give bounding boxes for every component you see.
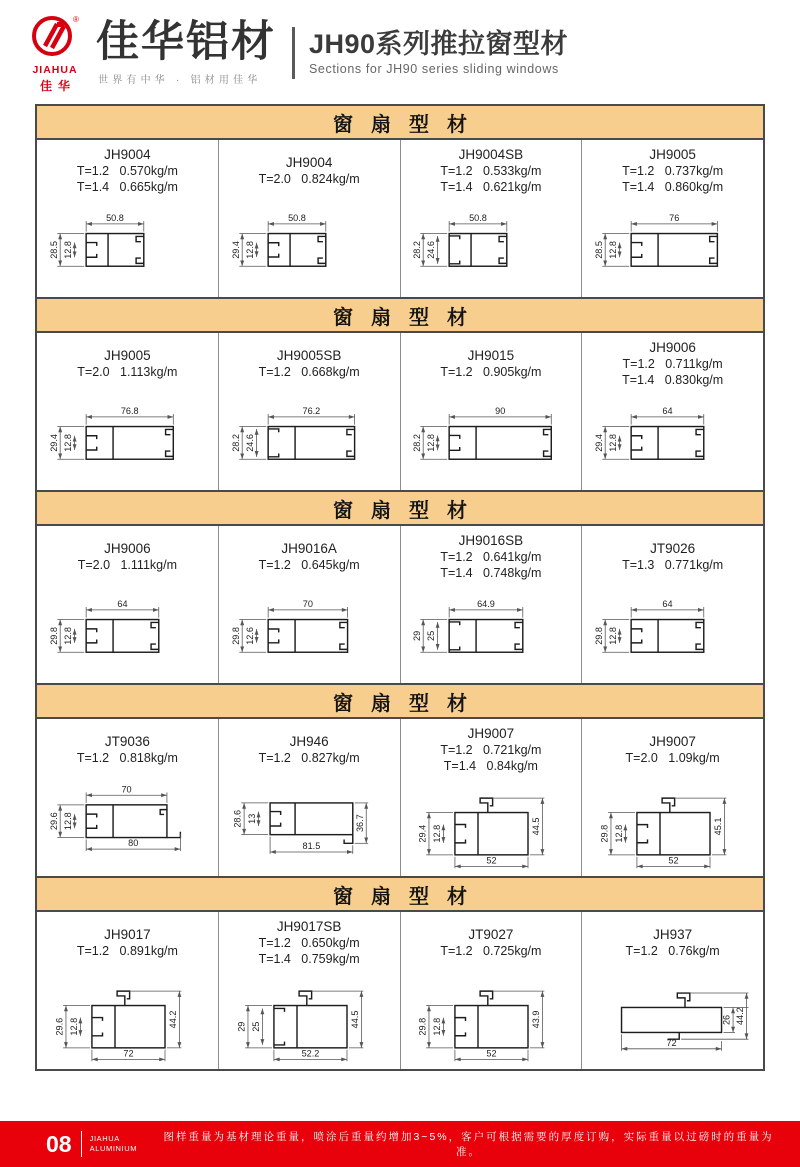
profile-code: JT9027	[468, 926, 514, 942]
profile-info	[622, 140, 723, 196]
profile-info	[78, 526, 177, 582]
svg-text:64.9: 64.9	[477, 598, 496, 609]
profile-spec: T=1.2 0.668kg/m	[258, 364, 360, 379]
catalog	[35, 104, 765, 1071]
profile-spec: T=1.2 0.533kg/m	[440, 163, 542, 178]
profile-info	[259, 333, 360, 389]
profile-code: JT9036	[104, 733, 150, 749]
footer-divider	[81, 1131, 82, 1157]
profile-drawing	[582, 775, 763, 876]
profile-spec: T=1.4 0.759kg/m	[258, 951, 360, 966]
svg-text:50.8: 50.8	[287, 212, 306, 223]
svg-text:12.8: 12.8	[68, 1017, 79, 1036]
profile-info	[77, 912, 178, 968]
profile-info	[440, 140, 541, 196]
profile-cell	[37, 912, 218, 1069]
page-title: JH90系列推拉窗型材	[309, 28, 569, 59]
profile-spec: T=1.2 0.76kg/m	[625, 943, 720, 958]
footer-brand	[90, 1134, 138, 1154]
profile-drawing	[37, 389, 218, 490]
section-cells	[37, 912, 763, 1069]
profile-spec: T=1.2 0.737kg/m	[622, 163, 724, 178]
svg-text:76: 76	[669, 212, 680, 223]
profile-spec: T=2.0 0.824kg/m	[258, 171, 360, 186]
svg-text:28.5: 28.5	[48, 240, 59, 259]
profile-spec: T=1.2 0.641kg/m	[440, 549, 542, 564]
svg-text:13: 13	[246, 813, 257, 824]
svg-text:12.8: 12.8	[432, 1017, 443, 1036]
profile-spec: T=1.2 0.650kg/m	[258, 935, 360, 950]
svg-text:29.8: 29.8	[593, 626, 604, 645]
profile-code: JH937	[653, 926, 693, 942]
profile-info	[622, 333, 723, 389]
svg-text:50.8: 50.8	[469, 212, 488, 223]
svg-text:52: 52	[486, 1048, 497, 1058]
profile-info	[259, 526, 360, 582]
svg-text:44.2: 44.2	[167, 1010, 178, 1028]
section-title: 窗扇型材	[333, 885, 485, 908]
profile-spec: T=1.3 0.771kg/m	[622, 557, 724, 572]
profile-cell	[400, 526, 582, 683]
profile-spec: T=1.2 0.711kg/m	[622, 356, 723, 371]
profile-drawing	[401, 389, 582, 490]
profile-cell	[400, 719, 582, 876]
svg-text:29.8: 29.8	[417, 1017, 428, 1036]
profile-code: JH9005SB	[276, 347, 342, 363]
svg-text:28.2: 28.2	[412, 240, 423, 259]
profile-section	[37, 490, 763, 683]
svg-text:70: 70	[121, 783, 132, 794]
svg-text:12.8: 12.8	[608, 240, 619, 259]
section-title: 窗扇型材	[333, 692, 485, 715]
profile-spec: T=1.2 0.645kg/m	[258, 557, 360, 572]
profile-code: JH9016SB	[458, 532, 524, 548]
profile-spec: T=1.4 0.830kg/m	[622, 372, 724, 387]
svg-text:12.8: 12.8	[63, 240, 74, 259]
svg-text:72: 72	[123, 1048, 134, 1058]
profile-spec: T=1.2 0.570kg/m	[76, 163, 178, 178]
profile-drawing	[401, 196, 582, 297]
svg-text:12.8: 12.8	[608, 433, 619, 452]
profile-drawing	[401, 775, 582, 876]
svg-text:29.6: 29.6	[48, 811, 59, 830]
svg-text:12.8: 12.8	[608, 626, 619, 645]
profile-info	[77, 719, 178, 775]
profile-cell	[218, 719, 400, 876]
svg-text:25: 25	[250, 1021, 261, 1032]
svg-text:24.6: 24.6	[426, 240, 437, 259]
profile-info	[622, 526, 723, 582]
profile-drawing	[401, 582, 582, 683]
profile-drawing	[219, 389, 400, 490]
svg-text:44.5: 44.5	[531, 817, 542, 835]
header-divider	[292, 27, 295, 79]
profile-drawing	[219, 968, 400, 1069]
company-block	[96, 20, 276, 85]
svg-text:44.5: 44.5	[349, 1010, 360, 1028]
profile-info	[77, 333, 177, 389]
svg-text:25: 25	[426, 630, 437, 641]
registered-mark: ®	[73, 14, 79, 24]
svg-text:36.7: 36.7	[354, 813, 365, 832]
profile-spec: T=1.2 0.827kg/m	[258, 750, 360, 765]
section-title: 窗扇型材	[333, 499, 485, 522]
svg-text:64: 64	[662, 405, 673, 416]
svg-text:28.2: 28.2	[230, 433, 241, 452]
svg-text:24.6: 24.6	[244, 433, 255, 452]
profile-spec: T=2.0 1.113kg/m	[77, 364, 178, 379]
profile-info	[77, 140, 178, 196]
logo-brand-en: JIAHUA	[32, 63, 78, 76]
svg-text:12.8: 12.8	[432, 824, 443, 843]
profile-code: JH9005	[104, 347, 151, 363]
svg-text:64: 64	[117, 598, 128, 609]
profile-cell	[37, 719, 218, 876]
profile-drawing	[37, 968, 218, 1069]
svg-text:26: 26	[721, 1014, 732, 1025]
svg-text:28.5: 28.5	[593, 240, 604, 259]
profile-drawing	[582, 582, 763, 683]
profile-code: JH9016A	[281, 540, 337, 556]
profile-cell	[581, 140, 763, 297]
svg-text:12.8: 12.8	[614, 824, 625, 843]
profile-spec: T=1.4 0.748kg/m	[440, 565, 542, 580]
svg-text:12.8: 12.8	[63, 433, 74, 452]
profile-info	[626, 719, 720, 775]
svg-text:29: 29	[412, 630, 423, 641]
svg-text:29.4: 29.4	[593, 433, 604, 452]
profile-spec: T=1.4 0.621kg/m	[440, 179, 542, 194]
svg-text:52: 52	[668, 855, 679, 865]
profile-spec: T=1.2 0.818kg/m	[76, 750, 178, 765]
profile-code: JH9007	[649, 733, 696, 749]
title-block	[309, 30, 568, 77]
profile-spec: T=1.2 0.891kg/m	[76, 943, 178, 958]
profile-info	[440, 912, 541, 968]
section-cells	[37, 719, 763, 876]
profile-section	[37, 104, 763, 297]
profile-section	[37, 876, 763, 1069]
profile-code: JH9005	[649, 146, 696, 162]
profile-drawing	[37, 775, 218, 876]
svg-text:28.2: 28.2	[412, 433, 423, 452]
section-cells	[37, 333, 763, 490]
profile-drawing	[582, 389, 763, 490]
section-title: 窗扇型材	[333, 306, 485, 329]
profile-code: JH9007	[467, 725, 515, 741]
section-title-bar	[37, 490, 763, 526]
page-subtitle: Sections for JH90 series sliding windows	[309, 62, 559, 77]
svg-text:81.5: 81.5	[302, 840, 320, 851]
svg-text:12.6: 12.6	[244, 626, 255, 645]
svg-text:29.8: 29.8	[230, 626, 241, 645]
profile-drawing	[37, 582, 218, 683]
profile-code: JH9006	[649, 339, 696, 355]
profile-info	[440, 719, 541, 775]
footer-brand-sub: ALUMINIUM	[89, 1144, 138, 1153]
profile-cell	[400, 333, 582, 490]
footer-note: 图样重量为基材理论重量，喷涂后重量约增加3~5%，客户可根据需要的厚度订购，实际重量以过磅时的重量为准。	[163, 1131, 774, 1158]
profile-code: JH9006	[104, 540, 151, 556]
company-name: 佳华铝材	[96, 18, 276, 67]
profile-section	[37, 683, 763, 876]
svg-text:12.8: 12.8	[426, 433, 437, 452]
profile-cell	[37, 526, 218, 683]
profile-spec: T=1.4 0.84kg/m	[443, 758, 538, 773]
profile-cell	[37, 140, 218, 297]
profile-spec: T=1.4 0.665kg/m	[76, 179, 178, 194]
profile-info	[626, 912, 720, 968]
svg-text:45.1: 45.1	[713, 817, 724, 835]
profile-cell	[581, 333, 763, 490]
profile-code: JH9004	[104, 146, 151, 162]
svg-text:70: 70	[302, 598, 313, 609]
profile-cell	[400, 140, 582, 297]
svg-text:90: 90	[495, 405, 506, 416]
profile-code: JH946	[289, 733, 329, 749]
profile-cell	[37, 333, 218, 490]
profile-code: JH9017	[104, 926, 151, 942]
svg-text:29.4: 29.4	[48, 433, 59, 452]
profile-code: JT9026	[650, 540, 696, 556]
profile-info	[259, 140, 360, 196]
profile-cell	[400, 912, 582, 1069]
svg-text:50.8: 50.8	[105, 212, 124, 223]
svg-text:29.8: 29.8	[599, 824, 610, 843]
section-cells	[37, 526, 763, 683]
svg-text:44.2: 44.2	[735, 1006, 746, 1025]
company-tagline: 世界有中华 · 铝材用佳华	[98, 74, 262, 86]
profile-cell	[218, 526, 400, 683]
profile-info	[259, 912, 360, 968]
svg-text:12.8: 12.8	[63, 811, 74, 830]
profile-cell	[218, 912, 400, 1069]
profile-info	[259, 719, 360, 775]
svg-text:80: 80	[128, 837, 139, 848]
profile-code: JH9004SB	[458, 146, 524, 162]
profile-drawing	[401, 968, 582, 1069]
section-title-bar	[37, 876, 763, 912]
svg-text:29.8: 29.8	[48, 626, 59, 645]
profile-drawing	[219, 582, 400, 683]
svg-text:12.8: 12.8	[244, 240, 255, 259]
svg-text:52: 52	[486, 855, 497, 865]
section-title-bar	[37, 297, 763, 333]
profile-spec: T=1.4 0.860kg/m	[622, 179, 724, 194]
profile-cell	[581, 912, 763, 1069]
logo-brand-cn: 佳华	[39, 78, 76, 93]
section-title-bar	[37, 104, 763, 140]
svg-text:43.9: 43.9	[531, 1010, 542, 1028]
svg-text:29.4: 29.4	[417, 824, 428, 843]
profile-drawing	[219, 196, 400, 297]
svg-text:64: 64	[662, 598, 673, 609]
svg-text:76.8: 76.8	[120, 405, 139, 416]
jiahua-logo	[22, 13, 88, 94]
profile-drawing	[582, 968, 763, 1069]
profile-cell	[218, 140, 400, 297]
profile-info	[440, 526, 541, 582]
page-number: 08	[46, 1130, 72, 1157]
profile-drawing	[219, 775, 400, 876]
profile-code: JH9004	[285, 154, 333, 170]
footer	[0, 1121, 800, 1167]
svg-text:29: 29	[236, 1021, 247, 1032]
profile-code: JH9015	[467, 347, 515, 363]
jiahua-logo-icon	[28, 13, 82, 66]
svg-text:28.6: 28.6	[232, 809, 243, 828]
section-title: 窗扇型材	[333, 113, 485, 136]
profile-section	[37, 297, 763, 490]
profile-code: JH9017SB	[276, 918, 342, 934]
profile-drawing	[582, 196, 763, 297]
profile-spec: T=2.0 1.111kg/m	[77, 557, 177, 572]
svg-text:29.4: 29.4	[230, 240, 241, 259]
section-cells	[37, 140, 763, 297]
svg-text:29.6: 29.6	[54, 1017, 65, 1036]
profile-cell	[218, 333, 400, 490]
profile-cell	[581, 526, 763, 683]
section-title-bar	[37, 683, 763, 719]
svg-text:76.2: 76.2	[302, 405, 320, 416]
profile-spec: T=1.2 0.725kg/m	[440, 943, 542, 958]
profile-spec: T=1.2 0.721kg/m	[440, 742, 542, 757]
footer-brand-en: JIAHUA	[89, 1133, 120, 1143]
svg-text:52.2: 52.2	[301, 1048, 319, 1058]
profile-spec: T=2.0 1.09kg/m	[625, 750, 720, 765]
profile-drawing	[37, 196, 218, 297]
svg-text:72: 72	[666, 1037, 677, 1048]
svg-text:12.8: 12.8	[63, 626, 74, 645]
profile-cell	[581, 719, 763, 876]
profile-info	[440, 333, 541, 389]
profile-spec: T=1.2 0.905kg/m	[440, 364, 542, 379]
page-header	[22, 10, 772, 96]
